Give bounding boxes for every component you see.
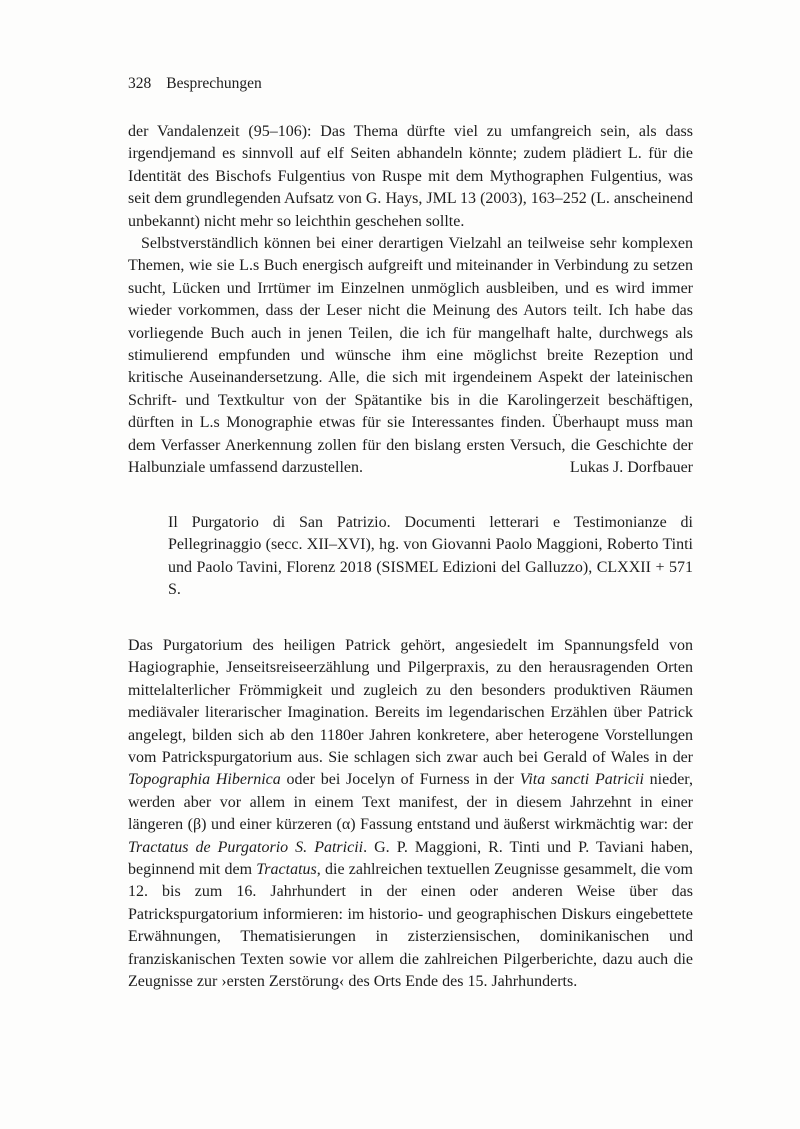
running-head	[128, 74, 693, 94]
page-number: 328	[128, 75, 152, 92]
review-paragraph-conclusion: Selbstverständlich können bei einer derartigen Vielzahl an teilweise sehr komplexen Themen, wie sie L.s Buch energisch aufgreift und miteinander in Verbindung zu setzen sucht, Lücken und Irrtümer im Einzelnen unmöglich ausbleiben, und es wird immer wieder vorkommen, dass der Leser nicht die Meinung des Autors teilt. Ich habe das vorliegende Buch auch in jenen Teilen, die ich für mangelhaft halte, durchwegs als stimulierend empfunden und wünsche ihm eine möglichst breite Rezeption und kritische Auseinandersetzung. Alle, die sich mit irgendeinem Aspekt der lateinischen Schrift- und Textkultur von der Spätantike bis in die Karolingerzeit beschäftigen, dürften in L.s Monographie etwas für sie Interessantes finden. Überhaupt muss man dem Verfasser Anerkennung zollen für den bislang ersten Versuch, die Geschichte der Halbunziale umfassend darzustellen.	[128, 235, 693, 477]
section-title: Besprechungen	[166, 75, 262, 92]
new-review-paragraph: Das Purgatorium des heiligen Patrick gehört, angesiedelt im Spannungsfeld von Hagiographie, Jenseitsreiseerzählung und Pilgerpraxis, zu den herausragenden Orten mittelalterlicher Frömmigkeit und zugleich zu den besonders produktiven Räumen mediävaler literarischer Imagination. Bereits im legendarischen Erzählen über Patrick angelegt, bilden sich ab den 1180er Jahren konkretere, aber heterogene Vorstellungen vom Patrickspurgatorium aus. Sie schlagen sich zwar auch bei Gerald of Wales in der Topographia Hibernica oder bei Jocelyn of Furness in der Vita sancti Patricii nieder, werden aber vor allem in einem Text manifest, der in diesem Jahrzehnt in einer längeren (β) und einer kürzeren (α) Fassung entstand und äußerst wirkmächtig war: der Tractatus de Purgatorio S. Patricii. G. P. Maggioni, R. Tinti und P. Taviani haben, beginnend mit dem Tractatus, die zahlreichen textuellen Zeugnisse gesammelt, die vom 12. bis zum 16. Jahrhundert in der einen oder anderen Weise über das Patrickspurgatorium informieren: im historio- und geographischen Diskurs eingebettete Erwähnungen, Thematisierungen in zisterziensischen, dominikanischen und franziskanischen Texten sowie vor allem die zahlreichen Pilgerberichte, dazu auch die Zeugnisse zur ›ersten Zerstörung‹ des Orts Ende des 15. Jahrhunderts.	[128, 636, 694, 990]
review-paragraph-continuation: der Vandalenzeit (95–106): Das Thema dürfte viel zu umfangreich sein, als dass irgendjemand es sinnvoll auf elf Seiten abhandeln könnte; zudem plädiert L. für die Identität des Bischofs Fulgentius von Ruspe mit dem Mythographen Fulgentius, was seit dem grundlegenden Aufsatz von G. Hays, JML 13 (2003), 163–252 (L. anscheinend unbekannt) nicht mehr so leichthin geschehen sollte.	[128, 123, 693, 230]
reviewed-book-citation: Il Purgatorio di San Patrizio. Documenti letterari e Testimonianze di Pellegrinaggio (secc. XII–XVI), hg. von Giovanni Paolo Maggioni, Roberto Tinti und Paolo Tavini, Florenz 2018 (SISMEL Edizioni del Galluzzo), CLXXII + 571 S.	[168, 513, 693, 599]
reviewer-signature: Lukas J. Dorfbauer	[569, 459, 693, 477]
